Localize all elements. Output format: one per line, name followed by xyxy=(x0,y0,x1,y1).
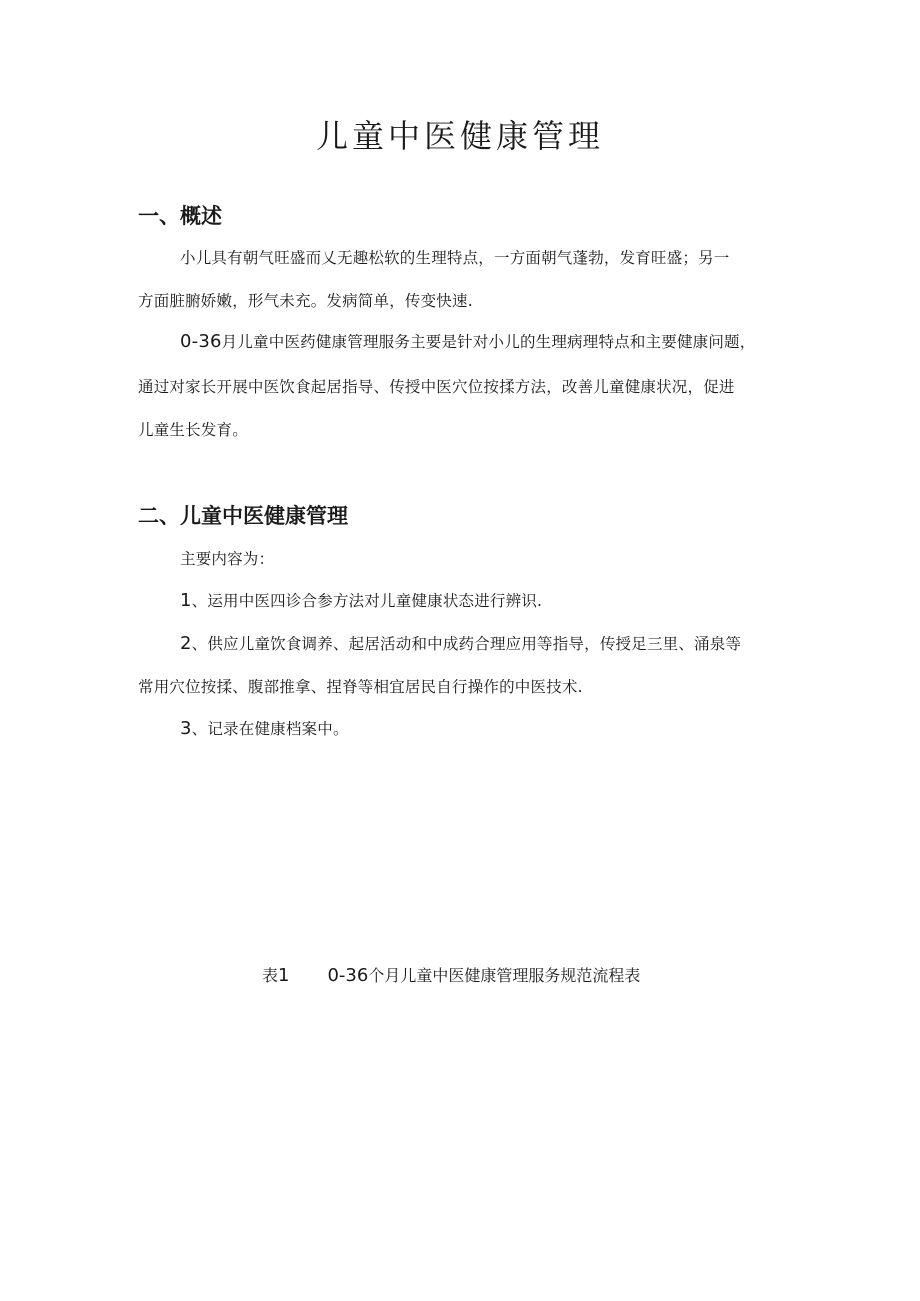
item-1-text: 、运用中医四诊合参方法对儿童健康状态进行辨识. xyxy=(191,592,543,610)
management-item-2-line-1 xyxy=(180,630,741,658)
item-3-text: 、记录在健康档案中。 xyxy=(191,720,349,738)
item-2-text-line-1: 、供应儿童饮食调养、起居活动和中成药合理应用等指导，传授足三里、涌泉等 xyxy=(191,635,742,653)
overview-paragraph-2-line-1-text: 月儿童中医药健康管理服务主要是针对小儿的生理病理特点和主要健康问题， xyxy=(221,333,756,351)
table-caption xyxy=(262,962,640,990)
overview-paragraph-2-line-3: 儿童生长发育。 xyxy=(138,421,248,439)
overview-paragraph-1-line-2: 方面脏腑娇嫩，形气未充。发病简单，传变快速. xyxy=(138,292,473,310)
caption-text: 个月儿童中医健康管理服务规范流程表 xyxy=(368,966,641,985)
overview-paragraph-1-line-1: 小儿具有朝气旺盛而乂无趣松软的生理特点，一方面朝气蓬勃，发育旺盛；另一 xyxy=(180,249,730,267)
caption-age-range: 0-36 xyxy=(327,965,369,986)
item-3-number: 3 xyxy=(180,718,192,739)
table-label-prefix: 表 xyxy=(262,966,279,985)
management-item-2-line-2: 常用穴位按揉、腹部推拿、捏脊等相宜居民自行操作的中医技术. xyxy=(138,678,583,696)
management-intro: 主要内容为： xyxy=(180,550,275,568)
section-heading-management: 二、儿童中医健康管理 xyxy=(138,504,348,528)
table-label-number: 1 xyxy=(278,965,290,986)
section-heading-overview: 一、概述 xyxy=(138,204,222,228)
management-item-3 xyxy=(180,715,349,743)
item-1-number: 1 xyxy=(180,590,192,611)
age-range-number: 0-36 xyxy=(180,331,222,352)
overview-paragraph-2-line-2: 通过对家长开展中医饮食起居指导、传授中医穴位按揉方法，改善儿童健康状况，促进 xyxy=(138,378,735,396)
management-item-1 xyxy=(180,587,542,615)
item-2-number: 2 xyxy=(180,633,192,654)
overview-paragraph-2-line-1 xyxy=(180,328,755,356)
document-title: 儿童中医健康管理 xyxy=(315,117,604,155)
